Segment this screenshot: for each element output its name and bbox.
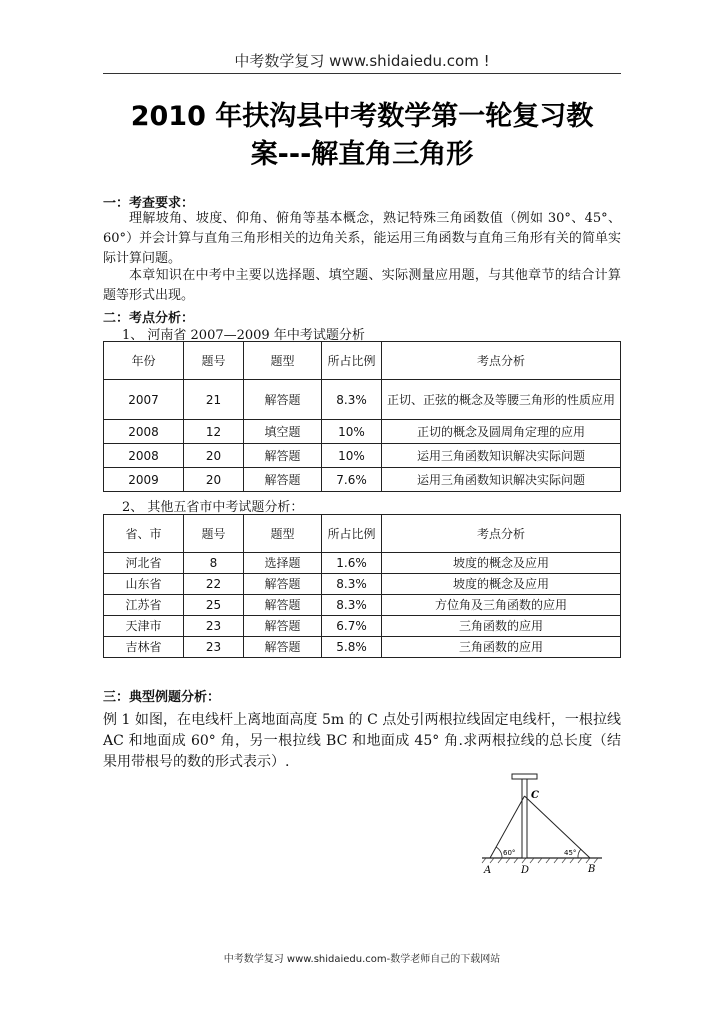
pole bbox=[522, 778, 527, 858]
cell-question-no: 20 bbox=[184, 444, 244, 468]
ground-hatching bbox=[482, 858, 598, 863]
cell-percentage: 5.8% bbox=[322, 637, 382, 658]
cell-percentage: 8.3% bbox=[322, 574, 382, 595]
table-row bbox=[104, 420, 621, 444]
header-percentage: 所占比例 bbox=[322, 515, 382, 553]
cell-year: 2007 bbox=[104, 380, 184, 420]
cell-question-type: 解答题 bbox=[244, 468, 322, 492]
cell-question-no: 25 bbox=[184, 595, 244, 616]
henan-exam-table bbox=[103, 341, 621, 492]
section-1-paragraph-2: 本章知识在中考中主要以选择题、填空题、实际测量应用题，与其他章节的结合计算题等形式出现。 bbox=[103, 268, 621, 303]
cell-percentage: 8.3% bbox=[322, 380, 382, 420]
angle-arc-b bbox=[578, 849, 581, 858]
cell-question-no: 20 bbox=[184, 468, 244, 492]
label-a: A bbox=[484, 865, 492, 876]
label-d: D bbox=[521, 865, 530, 876]
header-analysis: 考点分析 bbox=[382, 515, 621, 553]
cell-question-no: 8 bbox=[184, 553, 244, 574]
cell-analysis: 方位角及三角函数的应用 bbox=[382, 595, 621, 616]
wire-bc bbox=[525, 796, 591, 858]
cell-question-no: 22 bbox=[184, 574, 244, 595]
header-divider bbox=[103, 73, 621, 74]
cell-percentage: 8.3% bbox=[322, 595, 382, 616]
angle-label-45: 45° bbox=[564, 849, 577, 857]
cell-year: 2008 bbox=[104, 444, 184, 468]
table-row bbox=[104, 637, 621, 658]
title-line-2: 案---解直角三角形 bbox=[250, 139, 474, 170]
cell-analysis: 正切、正弦的概念及等腰三角形的性质应用 bbox=[382, 380, 621, 420]
cell-question-type: 填空题 bbox=[244, 420, 322, 444]
utility-pole-figure bbox=[478, 770, 604, 880]
section-2-heading: 二：考点分析： bbox=[103, 311, 195, 326]
cell-year: 2008 bbox=[104, 420, 184, 444]
cell-analysis: 正切的概念及圆周角定理的应用 bbox=[382, 420, 621, 444]
cell-analysis: 坡度的概念及应用 bbox=[382, 574, 621, 595]
header-province: 省、市 bbox=[104, 515, 184, 553]
cell-question-type: 解答题 bbox=[244, 444, 322, 468]
cell-percentage: 10% bbox=[322, 444, 382, 468]
header-analysis: 考点分析 bbox=[382, 342, 621, 380]
angle-label-60: 60° bbox=[503, 849, 516, 857]
page-header: 中考数学复习 www.shidaiedu.com ! bbox=[234, 52, 490, 70]
cell-question-type: 解答题 bbox=[244, 380, 322, 420]
cell-question-no: 21 bbox=[184, 380, 244, 420]
cell-percentage: 6.7% bbox=[322, 616, 382, 637]
table-row bbox=[104, 574, 621, 595]
section-1-paragraph-1: 理解坡角、坡度、仰角、俯角等基本概念，熟记特殊三角函数值（例如 30°、45°、60°）并会计算与直角三角形相关的边角关系，能运用三角函数与直角三角形有关的简单实际计算问题。 bbox=[103, 211, 621, 266]
table-row bbox=[104, 616, 621, 637]
example-1-text: 例 1 如图，在电线杆上离地面高度 5m 的 C 点处引两根拉线固定电线杆，一根拉线 AC 和地面成 60° 角，另一根拉线 BC 和地面成 45° 角.求两根拉线的总长度（结果用带根号的数的形式表示）. bbox=[103, 712, 621, 770]
other-provinces-table bbox=[103, 514, 621, 658]
section-3-heading: 三：典型例题分析： bbox=[103, 690, 221, 705]
cell-analysis: 运用三角函数知识解决实际问题 bbox=[382, 468, 621, 492]
table-2-caption: 2、 其他五省市中考试题分析： bbox=[122, 500, 304, 515]
header-year: 年份 bbox=[104, 342, 184, 380]
cell-question-no: 23 bbox=[184, 637, 244, 658]
cell-question-type: 解答题 bbox=[244, 616, 322, 637]
cell-question-type: 解答题 bbox=[244, 574, 322, 595]
cell-question-type: 解答题 bbox=[244, 595, 322, 616]
label-c: C bbox=[531, 790, 539, 801]
angle-arc-a bbox=[496, 847, 502, 858]
cell-percentage: 7.6% bbox=[322, 468, 382, 492]
table-header-row bbox=[104, 515, 621, 553]
table-row bbox=[104, 380, 621, 420]
document-title bbox=[110, 98, 614, 174]
table-row bbox=[104, 553, 621, 574]
title-line-1: 2010 年扶沟县中考数学第一轮复习教 bbox=[130, 101, 594, 132]
cell-question-no: 23 bbox=[184, 616, 244, 637]
table-header-row bbox=[104, 342, 621, 380]
section-1-heading: 一：考查要求： bbox=[103, 196, 195, 211]
table-row bbox=[104, 595, 621, 616]
cell-analysis: 三角函数的应用 bbox=[382, 616, 621, 637]
table-row bbox=[104, 444, 621, 468]
header-question-type: 题型 bbox=[244, 515, 322, 553]
table-1-caption: 1、 河南省 2007—2009 年中考试题分析 bbox=[122, 328, 365, 343]
cell-question-no: 12 bbox=[184, 420, 244, 444]
cell-percentage: 1.6% bbox=[322, 553, 382, 574]
cell-analysis: 坡度的概念及应用 bbox=[382, 553, 621, 574]
page-footer: 中考数学复习 www.shidaiedu.com-数学老师自己的下载网站 bbox=[223, 954, 501, 965]
header-question-no: 题号 bbox=[184, 515, 244, 553]
cell-province: 河北省 bbox=[104, 553, 184, 574]
label-b: B bbox=[588, 864, 596, 875]
table-row bbox=[104, 468, 621, 492]
cell-analysis: 运用三角函数知识解决实际问题 bbox=[382, 444, 621, 468]
header-question-no: 题号 bbox=[184, 342, 244, 380]
cell-province: 山东省 bbox=[104, 574, 184, 595]
header-percentage: 所占比例 bbox=[322, 342, 382, 380]
cell-question-type: 解答题 bbox=[244, 637, 322, 658]
pole-crossbar bbox=[512, 774, 537, 779]
cell-percentage: 10% bbox=[322, 420, 382, 444]
cell-year: 2009 bbox=[104, 468, 184, 492]
cell-province: 吉林省 bbox=[104, 637, 184, 658]
header-question-type: 题型 bbox=[244, 342, 322, 380]
cell-question-type: 选择题 bbox=[244, 553, 322, 574]
cell-analysis: 三角函数的应用 bbox=[382, 637, 621, 658]
cell-province: 天津市 bbox=[104, 616, 184, 637]
cell-province: 江苏省 bbox=[104, 595, 184, 616]
